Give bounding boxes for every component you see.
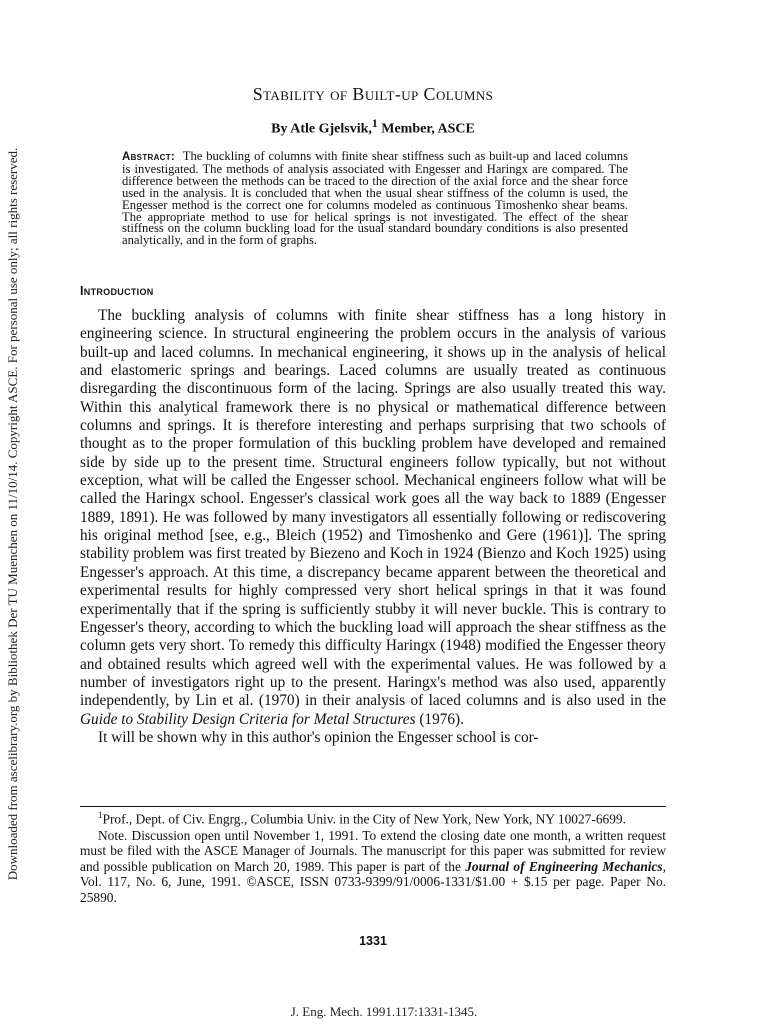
author-name: By Atle Gjelsvik, — [271, 121, 372, 137]
journal-name: Journal of Engineering Mechanics — [465, 858, 663, 874]
note-text: Note. Discussion open until November 1, 1991. To extend the closing date one month, a written request must be filed with the ASCE Manager of Journals. The manuscript for this paper was submitted for review and possible publication on March 20, 1989. This paper is part of the — [80, 827, 666, 874]
abstract-text: The buckling of columns with finite shear stiffness such as built-up and laced columns is investigated. The methods of analysis associated with Engesser and Haringx are compared. The difference between the methods can be traced to the direction of the axial force and the shear force used in the analysis. It is concluded that when the usual shear stiffness of the column is used, the Engesser method is the correct one for columns modeled as continuous Timoshenko shear beams. The appropriate method to use for helical springs is not investigated. The effect of the shear stiffness on the column buckling load for the usual standard boundary conditions is also presented analytically, and in the form of graphs. — [122, 149, 628, 248]
intro-paragraph-1-end: (1976). — [415, 710, 464, 728]
author-footnote-marker: 1 — [371, 117, 378, 130]
introduction-body — [80, 307, 666, 747]
affiliation-marker: 1 — [98, 810, 103, 820]
footnotes — [80, 808, 666, 905]
author-membership: Member, ASCE — [377, 121, 475, 137]
intro-paragraph-1-text: The buckling analysis of columns with finite shear stiffness has a long history in engineering science. In structural engineering the problem occurs in the analysis of various built-up and laced columns. In mechanical engineering, it shows up in the analysis of helical and elastomeric springs and bearings. Laced columns are usually treated as continuous disregarding the discontinuous form of the lacing. Springs are also usually treated this way. Within this analytical framework there is no physical or mathematical difference between columns and springs. It is therefore interesting and perhaps surprising that two schools of thought as to the proper formulation of this buckling problem have developed and remained side by side up to the present time. Structural engineers follow typically, but not without exception, what will be called the Engesser school. Mechanical engineers follow what will be called the Haringx school. Engesser's classical work goes all the way back to 1889 (Engesser 1889, 1891). He was followed by many investigators all essentially following or rediscovering his original method [see, e.g., Bleich (1952) and Timoshenko and Gere (1961)]. The spring stability problem was first treated by Biezeno and Koch in 1924 (Bienzo and Koch 1925) using Engesser's approach. At this time, a discrepancy became apparent between the theoretical and experimental results for highly compressed very short helical springs in that it was found experimentally that if the spring is sufficiently stubby it will never buckle. This is contrary to Engesser's theory, according to which the buckling load will approach the shear stiffness as the column gets very short. To remedy this difficulty Haringx (1948) modified the Engesser theory and obtained results which agreed well with the experimental values. He was followed by a number of investigators right up to the present. Haringx's method was also used, apparently independently, by Lin et al. (1970) in their analysis of laced columns and is also used in the — [80, 307, 666, 710]
note-text-end: , Vol. 117, No. 6, June, 1991. ©ASCE, ISSN 0733-9399/91/0006-1331/$1.00 + $.15 per page. Paper No. 25890. — [80, 858, 667, 905]
download-notice-text: Downloaded from ascelibrary.org by Bibliothek Der TU Muenchen on 11/10/14. Copyright ASCE. For personal use only; all rights reserved. — [5, 147, 20, 881]
page-number: 1331 — [359, 934, 387, 948]
guide-title: Guide to Stability Design Criteria for Metal Structures — [80, 710, 416, 728]
download-notice — [0, 0, 26, 1024]
footnote-affiliation — [80, 808, 666, 827]
section-heading-introduction: Introduction — [80, 284, 154, 298]
author-line — [80, 117, 666, 138]
paper-title: Stability of Built-up Columns — [252, 84, 494, 104]
footnote-note — [80, 828, 666, 906]
intro-paragraph-1 — [80, 307, 666, 729]
citation-footer: J. Eng. Mech. 1991.117:1331-1345. — [290, 1004, 478, 1019]
footnote-divider — [80, 806, 666, 807]
abstract-label: Abstract: — [122, 151, 176, 163]
abstract — [122, 151, 628, 247]
intro-paragraph-2: It will be shown why in this author's opinion the Engesser school is cor- — [98, 728, 539, 746]
affiliation-text: Prof., Dept. of Civ. Engrg., Columbia Univ. in the City of New York, New York, NY 10027-6699. — [102, 811, 626, 827]
